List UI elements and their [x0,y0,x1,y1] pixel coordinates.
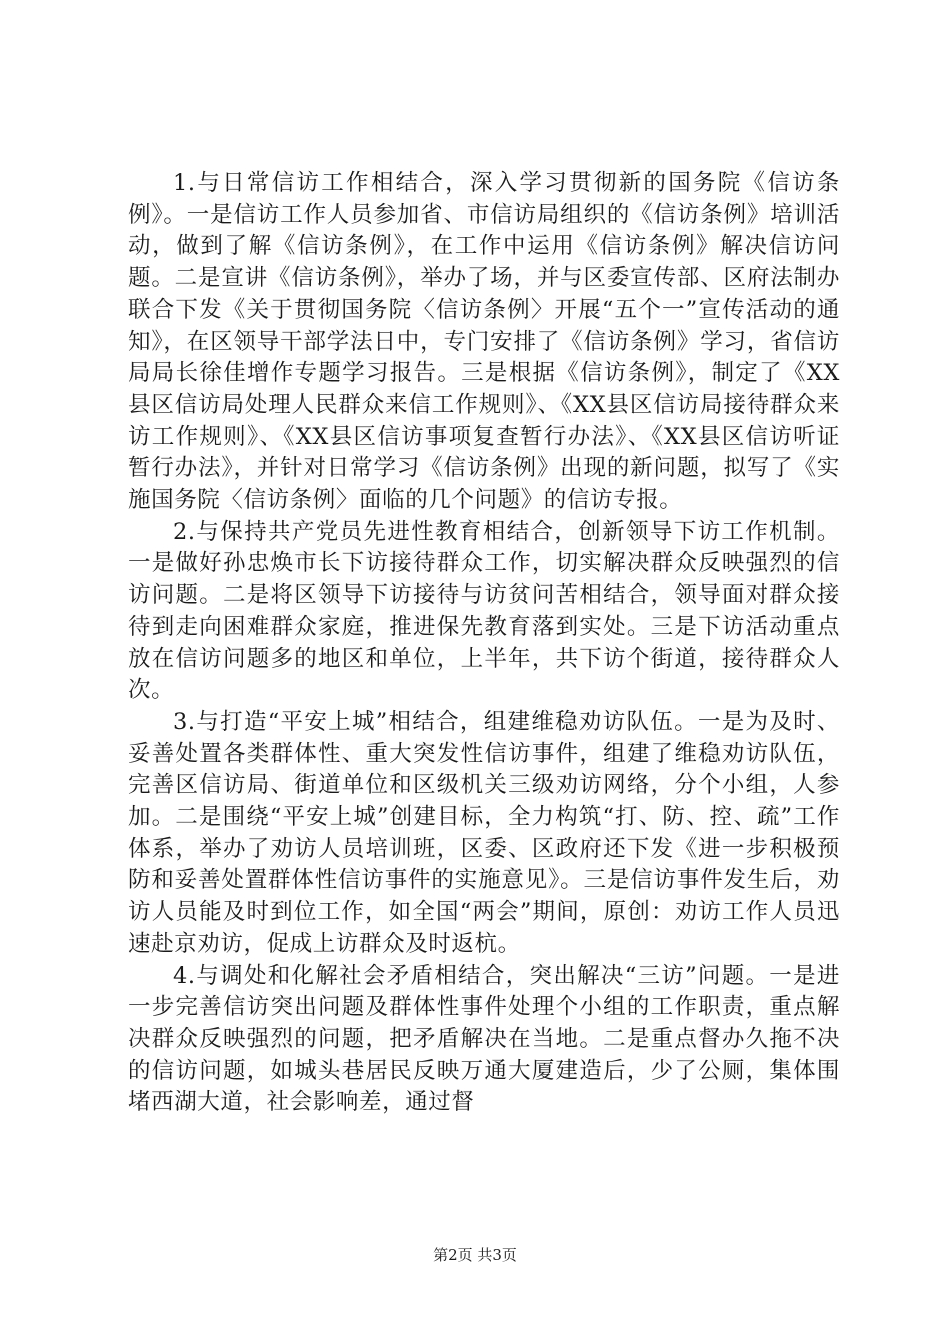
paragraph-2: 2.与保持共产党员先进性教育相结合，创新领导下访工作机制。一是做好孙忠焕市长下访接待群众工作，切实解决群众反映强烈的信访问题。二是将区领导下访接待与访贫问苦相结合，领导面对群众接待到走向困难群众家庭，推进保先教育落到实处。三是下访活动重点放在信访问题多的地区和单位，上半年，共下访个街道，接待群众人次。 [128,518,840,704]
document-body [128,168,840,1119]
paragraph-1: 1.与日常信访工作相结合，深入学习贯彻新的国务院《信访条例》。一是信访工作人员参加省、市信访局组织的《信访条例》培训活动，做到了解《信访条例》，在工作中运用《信访条例》解决信访问题。二是宣讲《信访条例》，举办了场，并与区委宣传部、区府法制办联合下发《关于贯彻国务院〈信访条例〉开展“五个一”宣传活动的通知》，在区领导干部学法日中，专门安排了《信访条例》学习，省信访局局长徐佳增作专题学习报告。三是根据《信访条例》，制定了《XX县区信访局处理人民群众来信工作规则》、《XX县区信访局接待群众来访工作规则》、《XX县区信访事项复查暂行办法》、《XX县区信访听证暂行办法》，并针对日常学习《信访条例》出现的新问题，拟写了《实施国务院〈信访条例〉面临的几个问题》的信访专报。 [128,170,840,514]
page-footer [0,1245,950,1265]
page-number: 第2页 共3页 [433,1246,517,1264]
paragraph-4: 4.与调处和化解社会矛盾相结合，突出解决“三访”问题。一是进一步完善信访突出问题及群体性事件处理个小组的工作职责，重点解决群众反映强烈的问题，把矛盾解决在当地。二是重点督办久拖不决的信访问题，如城头巷居民反映万通大厦建造后，少了公厕，集体围堵西湖大道，社会影响差，通过督 [128,962,840,1116]
paragraph-3: 3.与打造“平安上城”相结合，组建维稳劝访队伍。一是为及时、妥善处置各类群体性、重大突发性信访事件，组建了维稳劝访队伍，完善区信访局、街道单位和区级机关三级劝访网络，分个小组，人参加。二是围绕“平安上城”创建目标，全力构筑“打、防、控、疏”工作体系，举办了劝访人员培训班，区委、区政府还下发《进一步积极预防和妥善处置群体性信访事件的实施意见》。三是信访事件发生后，劝访人员能及时到位工作，如全国“两会”期间，原创：劝访工作人员迅速赴京劝访，促成上访群众及时返杭。 [128,708,840,957]
